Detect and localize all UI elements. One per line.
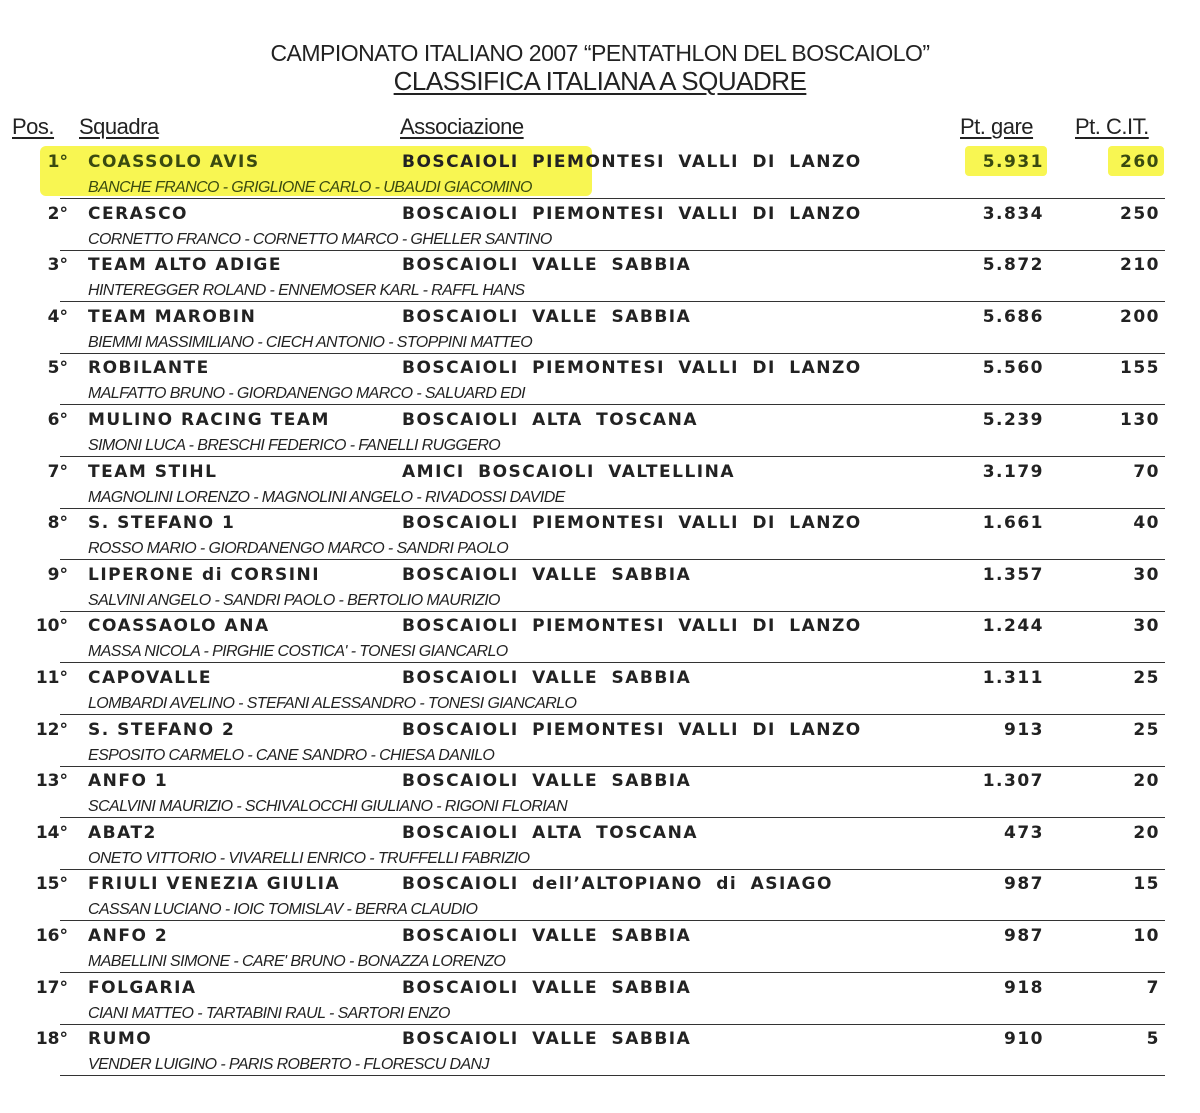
cit-points: 5: [1146, 1029, 1160, 1050]
row-divider: [60, 404, 1165, 405]
cit-points: 200: [1120, 306, 1160, 327]
race-points: 913: [1004, 719, 1044, 740]
position: 15°: [35, 874, 68, 895]
row-divider: [60, 198, 1165, 199]
championship-title: CAMPIONATO ITALIANO 2007 “PENTATHLON DEL BOSCAIOLO”: [270, 40, 930, 66]
header-association: Associazione: [400, 114, 524, 139]
association-name: BOSCAIOLI VALLE SABBIA: [402, 306, 692, 327]
cit-points: 210: [1120, 255, 1160, 276]
position: 11°: [35, 668, 68, 688]
race-points: 987: [1004, 926, 1044, 946]
team-name: TEAM STIHL: [88, 461, 218, 482]
position: 4°: [47, 306, 68, 327]
race-points: 1.357: [982, 564, 1044, 585]
cit-points: 40: [1133, 513, 1160, 534]
team-name: S. STEFANO 1: [88, 513, 236, 534]
race-points: 5.931: [982, 152, 1044, 172]
team-name: LIPERONE di CORSINI: [88, 564, 321, 585]
race-points: 3.834: [982, 203, 1044, 224]
team-members: ESPOSITO CARMELO - CANE SANDRO - CHIESA DANILO: [88, 746, 495, 764]
cit-points: 30: [1133, 616, 1160, 637]
position: 1°: [47, 152, 68, 172]
association-name: BOSCAIOLI VALLE SABBIA: [402, 926, 692, 946]
team-members: CASSAN LUCIANO - IOIC TOMISLAV - BERRA CLAUDIO: [88, 901, 478, 919]
row-divider: [60, 301, 1165, 302]
race-points: 910: [1004, 1029, 1044, 1050]
team-members: SCALVINI MAURIZIO - SCHIVALOCCHI GIULIANO - RIGONI FLORIAN: [88, 798, 568, 816]
row-divider: [60, 611, 1165, 612]
header-team: Squadra: [79, 114, 159, 139]
table-row: [0, 565, 1200, 617]
table-row: [0, 1029, 1200, 1081]
race-points: 5.686: [982, 306, 1044, 327]
ranking-subtitle: CLASSIFICA ITALIANA A SQUADRE: [393, 66, 807, 96]
row-divider: [60, 559, 1165, 560]
position: 8°: [47, 513, 68, 534]
row-divider: [60, 456, 1165, 457]
position: 14°: [35, 822, 68, 843]
team-members: VENDER LUIGINO - PARIS ROBERTO - FLORESCU DANJ: [88, 1056, 489, 1074]
race-points: 5.239: [982, 410, 1044, 430]
cit-points: 20: [1133, 822, 1160, 843]
team-name: COASSOLO AVIS: [88, 152, 260, 172]
row-divider: [60, 817, 1165, 818]
table-row: [0, 513, 1200, 565]
race-points: 918: [1004, 977, 1044, 998]
cit-points: 15: [1133, 874, 1160, 895]
team-members: MASSA NICOLA - PIRGHIE COSTICA' - TONESI GIANCARLO: [88, 643, 508, 661]
row-divider: [60, 920, 1165, 921]
team-name: TEAM ALTO ADIGE: [88, 255, 283, 276]
team-name: FOLGARIA: [88, 977, 197, 998]
cit-points: 130: [1120, 410, 1160, 430]
table-row: [0, 410, 1200, 462]
team-name: S. STEFANO 2: [88, 719, 236, 740]
position: 7°: [47, 461, 68, 482]
position: 2°: [47, 203, 68, 224]
team-members: BIEMMI MASSIMILIANO - CIECH ANTONIO - STOPPINI MATTEO: [88, 333, 533, 351]
cit-points: 155: [1120, 358, 1160, 379]
position: 6°: [47, 410, 68, 430]
race-points: 1.307: [982, 771, 1044, 792]
table-row: [0, 358, 1200, 410]
position: 13°: [35, 771, 68, 792]
table-row: [0, 720, 1200, 772]
cit-points: 260: [1120, 152, 1160, 172]
association-name: BOSCAIOLI PIEMONTESI VALLI DI LANZO: [402, 152, 862, 172]
header-race-points: Pt. gare: [960, 114, 1034, 139]
team-members: MABELLINI SIMONE - CARE' BRUNO - BONAZZA LORENZO: [88, 953, 506, 970]
position: 3°: [47, 255, 68, 276]
association-name: BOSCAIOLI ALTA TOSCANA: [402, 822, 698, 843]
team-members: ONETO VITTORIO - VIVARELLI ENRICO - TRUFFELLI FABRIZIO: [88, 849, 530, 867]
table-row: [0, 307, 1200, 359]
association-name: BOSCAIOLI VALLE SABBIA: [402, 1029, 692, 1050]
association-name: BOSCAIOLI PIEMONTESI VALLI DI LANZO: [402, 358, 862, 379]
association-name: BOSCAIOLI PIEMONTESI VALLI DI LANZO: [402, 616, 862, 637]
position: 5°: [47, 358, 68, 379]
cit-points: 30: [1133, 564, 1160, 585]
row-divider: [60, 250, 1165, 251]
table-row: [0, 255, 1200, 307]
team-members: LOMBARDI AVELINO - STEFANI ALESSANDRO - TONESI GIANCARLO: [88, 695, 577, 712]
cit-points: 7: [1146, 977, 1160, 998]
row-divider: [60, 662, 1165, 663]
row-divider: [60, 1075, 1165, 1076]
table-row: [0, 204, 1200, 256]
association-name: BOSCAIOLI VALLE SABBIA: [402, 771, 692, 792]
team-name: ABAT2: [88, 822, 157, 843]
position: 17°: [35, 977, 68, 998]
team-members: CORNETTO FRANCO - CORNETTO MARCO - GHELLER SANTINO: [88, 230, 552, 248]
cit-points: 250: [1120, 203, 1160, 224]
header-pos: Pos.: [12, 114, 55, 139]
team-name: FRIULI VENEZIA GIULIA: [88, 874, 341, 895]
association-name: BOSCAIOLI PIEMONTESI VALLI DI LANZO: [402, 203, 862, 224]
race-points: 473: [1004, 822, 1044, 843]
team-name: TEAM MAROBIN: [88, 306, 257, 327]
row-divider: [60, 869, 1165, 870]
race-points: 987: [1004, 874, 1044, 895]
team-name: ROBILANTE: [88, 358, 210, 379]
association-name: BOSCAIOLI VALLE SABBIA: [402, 564, 692, 585]
association-name: BOSCAIOLI ALTA TOSCANA: [402, 410, 698, 430]
team-members: SALVINI ANGELO - SANDRI PAOLO - BERTOLIO MAURIZIO: [88, 591, 500, 609]
association-name: AMICI BOSCAIOLI VALTELLINA: [402, 461, 736, 482]
header-cit-points: Pt. C.IT.: [1075, 114, 1149, 139]
row-divider: [60, 508, 1165, 509]
association-name: BOSCAIOLI PIEMONTESI VALLI DI LANZO: [402, 719, 862, 740]
table-row: [0, 771, 1200, 823]
cit-points: 70: [1133, 461, 1160, 482]
table-row: [0, 926, 1200, 978]
table-row: [0, 823, 1200, 875]
row-divider: [60, 972, 1165, 973]
row-divider: [60, 353, 1165, 354]
table-row: [0, 978, 1200, 1030]
team-members: ROSSO MARIO - GIORDANENGO MARCO - SANDRI PAOLO: [88, 540, 509, 558]
association-name: BOSCAIOLI dell’ALTOPIANO di ASIAGO: [402, 874, 833, 895]
team-name: ANFO 2: [88, 926, 169, 946]
team-members: SIMONI LUCA - BRESCHI FEDERICO - FANELLI RUGGERO: [88, 437, 501, 454]
position: 12°: [35, 719, 68, 740]
race-points: 1.311: [982, 668, 1044, 688]
team-members: MAGNOLINI LORENZO - MAGNOLINI ANGELO - RIVADOSSI DAVIDE: [88, 488, 565, 506]
team-members: MALFATTO BRUNO - GIORDANENGO MARCO - SALUARD EDI: [88, 385, 526, 403]
position: 9°: [47, 564, 68, 585]
row-divider: [60, 766, 1165, 767]
race-points: 5.872: [982, 255, 1044, 276]
association-name: BOSCAIOLI VALLE SABBIA: [402, 255, 692, 276]
team-name: ANFO 1: [88, 771, 169, 792]
team-members: CIANI MATTEO - TARTABINI RAUL - SARTORI ENZO: [88, 1004, 450, 1022]
race-points: 5.560: [982, 358, 1044, 379]
race-points: 3.179: [982, 461, 1044, 482]
team-name: MULINO RACING TEAM: [88, 410, 330, 430]
row-divider: [60, 1024, 1165, 1025]
row-divider: [60, 714, 1165, 715]
cit-points: 10: [1133, 926, 1160, 946]
team-name: RUMO: [88, 1029, 153, 1050]
cit-points: 25: [1133, 668, 1160, 688]
race-points: 1.661: [982, 513, 1044, 534]
position: 10°: [35, 616, 68, 637]
table-row: [0, 616, 1200, 668]
team-name: CERASCO: [88, 203, 189, 224]
cit-points: 25: [1133, 719, 1160, 740]
association-name: BOSCAIOLI VALLE SABBIA: [402, 668, 692, 688]
table-row: [0, 874, 1200, 926]
position: 18°: [35, 1029, 68, 1050]
cit-points: 20: [1133, 771, 1160, 792]
team-name: COASSAOLO ANA: [88, 616, 270, 637]
race-points: 1.244: [982, 616, 1044, 637]
table-row: [0, 152, 1200, 204]
table-row: [0, 668, 1200, 720]
team-members: BANCHE FRANCO - GRIGLIONE CARLO - UBAUDI GIACOMINO: [88, 179, 532, 196]
association-name: BOSCAIOLI PIEMONTESI VALLI DI LANZO: [402, 513, 862, 534]
team-members: HINTEREGGER ROLAND - ENNEMOSER KARL - RAFFL HANS: [88, 282, 525, 300]
table-row: [0, 462, 1200, 514]
position: 16°: [35, 926, 68, 946]
association-name: BOSCAIOLI VALLE SABBIA: [402, 977, 692, 998]
team-name: CAPOVALLE: [88, 668, 213, 688]
